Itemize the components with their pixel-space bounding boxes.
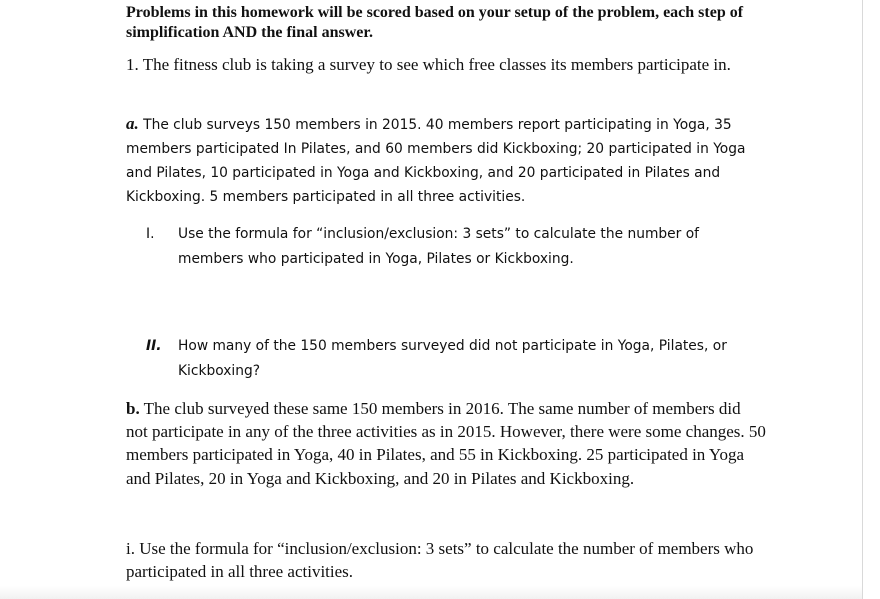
part-b-label: b. xyxy=(126,399,140,418)
scoring-note: Problems in this homework will be scored based on your setup of the problem, each step of simplification AND the final answer. xyxy=(126,4,744,41)
question-item-2-marker: II. xyxy=(146,338,162,354)
part-a-paragraph xyxy=(126,112,766,209)
question-item-2-text: How many of the 150 members surveyed did not participate in Yoga, Pilates, or Kickboxing? xyxy=(178,338,727,379)
part-a-text: The club surveys 150 members in 2015. 40 members report participating in Yoga, 35 members participated In Pilates, and 60 members did Kickboxing; 20 participated in Yoga and Pilates, 10 participated in Yoga and Kickboxing, and 20 participated in Pilates and Kickboxing. 5 members participated in all three activities. xyxy=(126,117,746,205)
page-right-margin xyxy=(862,0,880,599)
part-b-question-i: i. Use the formula for “inclusion/exclusion: 3 sets” to calculate the number of members who participated in all three activities. xyxy=(126,539,754,581)
part-b-text: The club surveyed these same 150 members in 2016. The same number of members did not participate in any of the three activities as in 2015. However, there were some changes. 50 members participated in Yoga, 40 in Pilates, and 55 in Kickboxing. 25 participated in Yoga and Pilates, 20 in Yoga and Kickboxing, and 20 in Pilates and Kickboxing. xyxy=(126,399,766,488)
part-a-label: a. xyxy=(126,114,139,133)
part-b-paragraph xyxy=(126,397,766,490)
question-item-1-marker: I. xyxy=(146,226,155,242)
problem-intro: 1. The fitness club is taking a survey to see which free classes its members participate in. xyxy=(126,55,731,74)
question-item-1-text: Use the formula for “inclusion/exclusion: 3 sets” to calculate the number of members who participated in Yoga, Pilates or Kickboxing. xyxy=(178,226,699,267)
page-bottom-edge xyxy=(0,586,862,599)
